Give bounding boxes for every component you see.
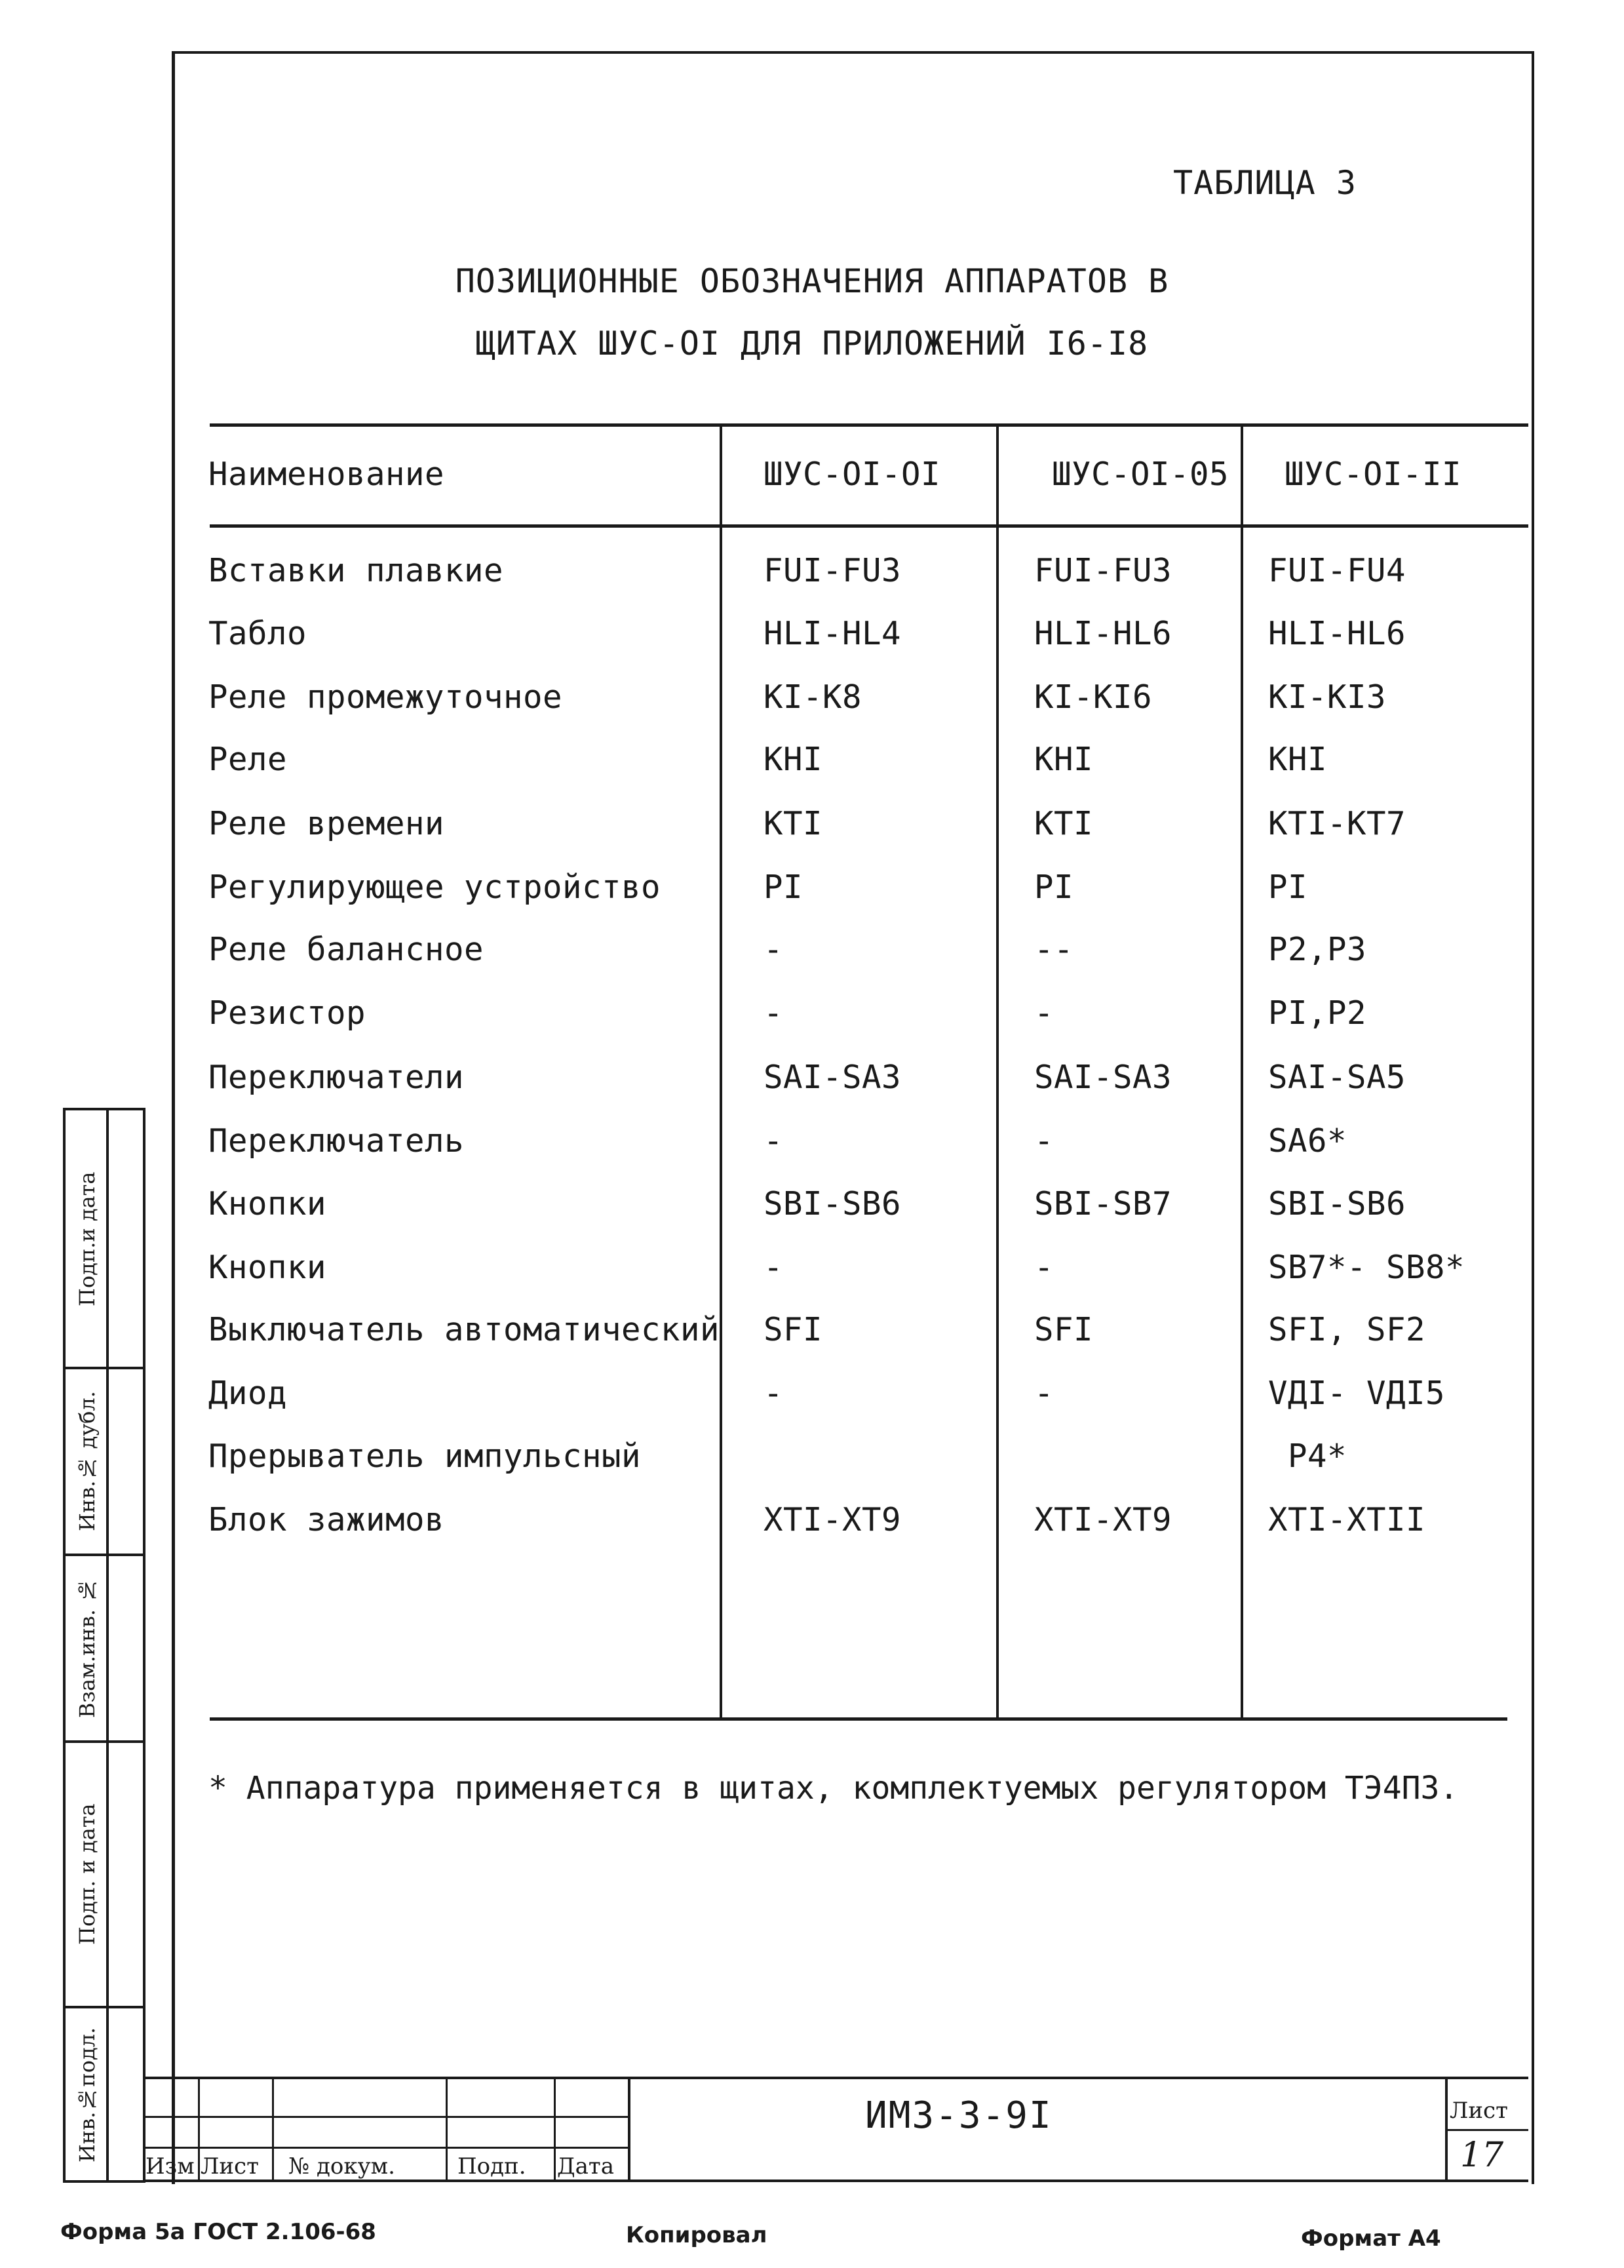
row-value-col2: - [1034, 1249, 1054, 1286]
column-header-name: Наименование [208, 456, 445, 493]
title-block-divider [628, 2077, 630, 2180]
row-value-col1: - [764, 994, 784, 1032]
row-value-col3: FUI-FU4 [1268, 552, 1406, 589]
sheet-number: 17 [1460, 2136, 1504, 2175]
row-value-col2: SFI [1034, 1311, 1094, 1348]
row-value-col1: KHI [764, 741, 823, 778]
row-value-col2: - [1034, 994, 1054, 1032]
row-value-col3: P4* [1288, 1437, 1347, 1475]
row-value-col2: HLI-HL6 [1034, 615, 1172, 652]
row-value-col3: SAI-SA5 [1268, 1059, 1406, 1096]
row-value-col1: XTI-XT9 [764, 1501, 902, 1538]
row-name: Кнопки [208, 1249, 327, 1286]
row-value-col3: SFI, SF2 [1268, 1311, 1426, 1348]
stamp-sign-date-2: Подп. и дата [75, 1803, 100, 1945]
title-block-izm: Изм [145, 2153, 195, 2180]
title-block-sign: Подп. [457, 2153, 526, 2180]
row-name: Реле промежуточное [208, 678, 563, 716]
stamp-rule [63, 1740, 145, 1743]
column-divider-3 [1241, 425, 1243, 1717]
row-value-col2: XTI-XT9 [1034, 1501, 1172, 1538]
format-label: Формат А4 [1301, 2225, 1441, 2252]
row-value-col1: KI-K8 [764, 678, 862, 716]
heading-line-1: ПОЗИЦИОННЫЕ ОБОЗНАЧЕНИЯ АППАРАТОВ В [455, 262, 1169, 300]
column-divider-1 [720, 425, 722, 1717]
column-header-shus-01-01: ШУС-OI-OI [764, 456, 941, 493]
row-value-col3: KHI [1268, 741, 1328, 778]
drawing-frame [172, 51, 1534, 2184]
title-block-date: Дата [557, 2153, 614, 2180]
stamp-inv-dup: Инв.№ дубл. [75, 1391, 100, 1531]
row-value-col2: FUI-FU3 [1034, 552, 1172, 589]
row-value-col2: KI-KI6 [1034, 678, 1153, 716]
table-label: ТАБЛИЦА 3 [1173, 164, 1357, 202]
document-code: ИМЗ-3-9I [865, 2094, 1053, 2137]
row-value-col2: SBI-SB7 [1034, 1185, 1172, 1222]
footnote: * Аппаратура применяется в щитах, комплектуемых регулятором ТЭ4ПЗ. [208, 1770, 1459, 1807]
title-block-doc-no: № докум. [288, 2153, 395, 2180]
row-name: Резистор [208, 994, 366, 1032]
row-value-col3: KI-KI3 [1268, 678, 1387, 716]
column-header-shus-01-05: ШУС-OI-05 [1052, 456, 1229, 493]
stamp-rule [63, 2006, 145, 2008]
row-value-col2: KHI [1034, 741, 1094, 778]
row-name: Переключатели [208, 1059, 465, 1096]
row-name: Реле времени [208, 805, 445, 842]
row-value-col3: SA6* [1268, 1122, 1347, 1160]
copied-label: Копировал [626, 2222, 767, 2248]
row-name: Табло [208, 615, 307, 652]
row-value-col3: PI [1268, 869, 1308, 906]
row-value-col3: XTI-XTII [1268, 1501, 1426, 1538]
row-value-col1: SBI-SB6 [764, 1185, 902, 1222]
row-value-col2: -- [1034, 931, 1074, 968]
title-block-mid-rule [144, 2116, 629, 2118]
title-block-divider [198, 2077, 200, 2180]
title-block-bottom-rule [144, 2180, 1528, 2182]
stamp-rule [63, 1554, 145, 1556]
row-value-col1: SFI [764, 1311, 823, 1348]
row-value-col1: - [764, 1249, 784, 1286]
row-value-col1: KTI [764, 805, 823, 842]
title-block-mid-rule [144, 2147, 629, 2149]
stamp-inv-orig: Инв.№подл. [75, 2027, 100, 2163]
title-block-divider [1445, 2077, 1448, 2180]
table-top-rule [210, 423, 1528, 427]
row-value-col3: SBI-SB6 [1268, 1185, 1406, 1222]
row-value-col1: PI [764, 869, 803, 906]
sheet-label: Лист [1450, 2098, 1508, 2124]
stamp-replace-inv: Взам.инв. № [75, 1577, 100, 1719]
row-value-col2: - [1034, 1122, 1054, 1160]
title-block-divider [272, 2077, 274, 2180]
row-name: Блок зажимов [208, 1501, 445, 1538]
row-name: Регулирующее устройство [208, 869, 661, 906]
row-value-col3: HLI-HL6 [1268, 615, 1406, 652]
sheet-cell-rule [1445, 2129, 1528, 2131]
row-name: Диод [208, 1375, 288, 1412]
row-name: Выключатель автоматический [208, 1311, 720, 1348]
row-value-col3: P2,P3 [1268, 931, 1367, 968]
stamp-rule [63, 1108, 145, 1110]
row-value-col2: SAI-SA3 [1034, 1059, 1172, 1096]
row-value-col3: SB7*- SB8* [1268, 1249, 1465, 1286]
heading-line-2: ЩИТАХ ШУС-OI ДЛЯ ПРИЛОЖЕНИЙ I6-I8 [475, 324, 1149, 362]
row-value-col1: HLI-HL4 [764, 615, 902, 652]
stamp-sign-date-1: Подп.и дата [75, 1171, 100, 1306]
row-name: Реле [208, 741, 288, 778]
row-name: Переключатель [208, 1122, 465, 1160]
row-value-col3: VДI- VДI5 [1268, 1375, 1446, 1412]
row-value-col1: - [764, 931, 784, 968]
row-value-col2: - [1034, 1375, 1054, 1412]
column-divider-2 [996, 425, 999, 1717]
column-header-shus-01-11: ШУС-OI-II [1285, 456, 1462, 493]
row-name: Кнопки [208, 1185, 327, 1222]
title-block-list: Лист [201, 2153, 259, 2180]
row-value-col1: - [764, 1122, 784, 1160]
row-value-col1: SAI-SA3 [764, 1059, 902, 1096]
form-reference: Форма 5а ГОСТ 2.106-68 [60, 2219, 376, 2245]
title-block-divider [446, 2077, 448, 2180]
title-block-divider [554, 2077, 556, 2180]
row-value-col2: PI [1034, 869, 1074, 906]
row-value-col1: - [764, 1375, 784, 1412]
row-value-col2: KTI [1034, 805, 1094, 842]
row-value-col1: FUI-FU3 [764, 552, 902, 589]
row-value-col3: KTI-KT7 [1268, 805, 1406, 842]
row-value-col3: PI,P2 [1268, 994, 1367, 1032]
title-block-top-rule [144, 2077, 1528, 2079]
row-name: Прерыватель импульсный [208, 1437, 642, 1475]
table-bottom-rule [210, 1717, 1507, 1721]
stamp-rule [63, 1367, 145, 1369]
row-name: Реле балансное [208, 931, 484, 968]
row-name: Вставки плавкие [208, 552, 504, 589]
header-bottom-rule [210, 524, 1528, 528]
